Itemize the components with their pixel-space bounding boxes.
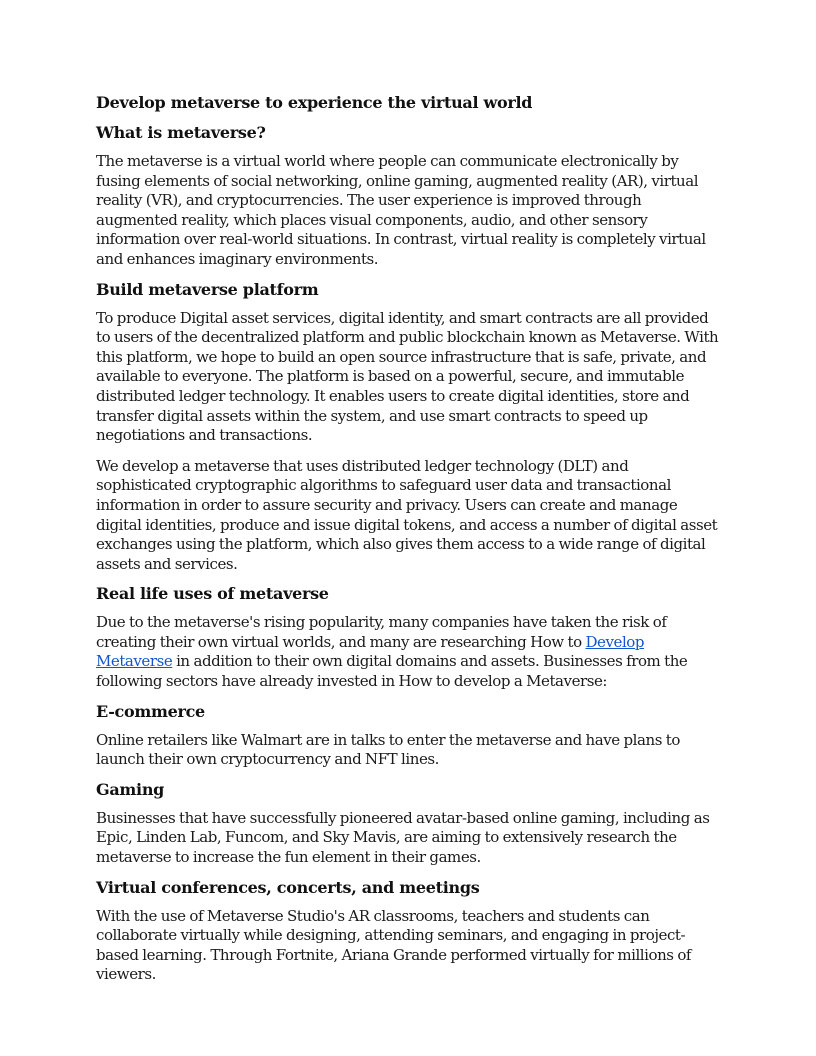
paragraph-real-life-uses <box>96 613 720 691</box>
paragraph-build-platform-1: To produce Digital asset services, digital identity, and smart contracts are all provided to users of the decentralized platform and public blockchain known as Metaverse. With this platform, we hope to build an open source infrastructure that is safe, private, and available to everyone. The platform is based on a powerful, secure, and immutable distributed ledger technology. It enables users to create digital identities, store and transfer digital assets within the system, and use smart contracts to speed up negotiations and transactions. <box>96 308 719 445</box>
paragraph-build-platform-2: We develop a metaverse that uses distributed ledger technology (DLT) and sophisticated cryptographic algorithms to safeguard user data and transactional information in order to assure security and privacy. Users can create and manage digital identities, produce and issue digital tokens, and access a number of digital asset exchanges using the platform, which also gives them access to a wide range of digital assets and services. <box>96 456 718 573</box>
heading-what-is-metaverse: What is metaverse? <box>96 123 266 142</box>
heading-build-platform: Build metaverse platform <box>96 279 319 299</box>
document-page <box>96 93 720 985</box>
heading-ecommerce: E-commerce <box>96 701 205 721</box>
document-title: Develop metaverse to experience the virtual world <box>96 93 533 112</box>
heading-virtual-events: Virtual conferences, concerts, and meetings <box>96 877 480 897</box>
paragraph-gaming: Businesses that have successfully pioneered avatar-based online gaming, including as Epic, Linden Lab, Funcom, and Sky Mavis, are aiming to extensively research the metaverse to increase the fun element in their games. <box>96 808 710 867</box>
paragraph-ecommerce: Online retailers like Walmart are in talks to enter the metaverse and have plans to launch their own cryptocurrency and NFT lines. <box>96 730 680 769</box>
heading-gaming: Gaming <box>96 779 165 799</box>
develop-metaverse-link[interactable]: Develop Metaverse <box>96 632 645 671</box>
real-life-text-after: in addition to their own digital domains and assets. Businesses from the following sectors have already invested in How to develop a Metaverse: <box>96 652 688 691</box>
paragraph-what-is-metaverse: The metaverse is a virtual world where people can communicate electronically by fusing elements of social networking, online gaming, augmented reality (AR), virtual reality (VR), and cryptocurrencies. The user experience is improved through augmented reality, which places visual components, audio, and other sensory information over real-world situations. In contrast, virtual reality is completely virtual and enhances imaginary environments. <box>96 152 706 268</box>
real-life-text-before: Due to the metaverse's rising popularity, many companies have taken the risk of creating their own virtual worlds, and many are researching How to <box>96 613 667 651</box>
heading-real-life-uses: Real life uses of metaverse <box>96 584 329 604</box>
paragraph-virtual-events: With the use of Metaverse Studio's AR classrooms, teachers and students can collaborate virtually while designing, attending seminars, and engaging in project-based learning. Through Fortnite, Ariana Grande performed virtually for millions of viewers. <box>96 906 692 984</box>
